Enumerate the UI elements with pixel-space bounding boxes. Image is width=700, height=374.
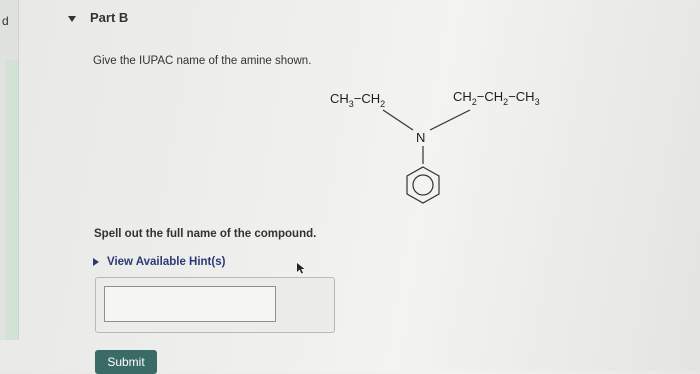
submit-button[interactable]: Submit bbox=[95, 350, 157, 374]
answer-prompt: Spell out the full name of the compound. bbox=[94, 228, 317, 240]
caret-down-icon[interactable] bbox=[68, 16, 76, 22]
left-accent-bar bbox=[6, 60, 18, 340]
hint-label: View Available Hint(s) bbox=[107, 256, 226, 268]
question-text: Give the IUPAC name of the amine shown. bbox=[93, 55, 312, 67]
right-chain-formula: $CH_2-CH_2-CH_3$ bbox=[453, 89, 540, 107]
bond-left bbox=[383, 110, 413, 130]
aromatic-circle bbox=[413, 175, 433, 195]
part-header[interactable] bbox=[68, 10, 128, 25]
hint-link[interactable] bbox=[93, 256, 225, 268]
edge-text: d bbox=[2, 14, 9, 28]
left-chain-formula: $CH_3-CH_2$ bbox=[330, 91, 386, 109]
bond-right bbox=[430, 110, 470, 130]
molecule-structure bbox=[320, 80, 580, 220]
answer-input[interactable] bbox=[104, 286, 276, 322]
nitrogen-atom: N bbox=[416, 130, 426, 145]
part-title: Part B bbox=[90, 10, 129, 25]
triangle-right-icon bbox=[93, 258, 99, 266]
benzene-ring bbox=[407, 167, 439, 203]
mouse-pointer-icon bbox=[296, 262, 306, 274]
answer-box bbox=[95, 277, 335, 333]
